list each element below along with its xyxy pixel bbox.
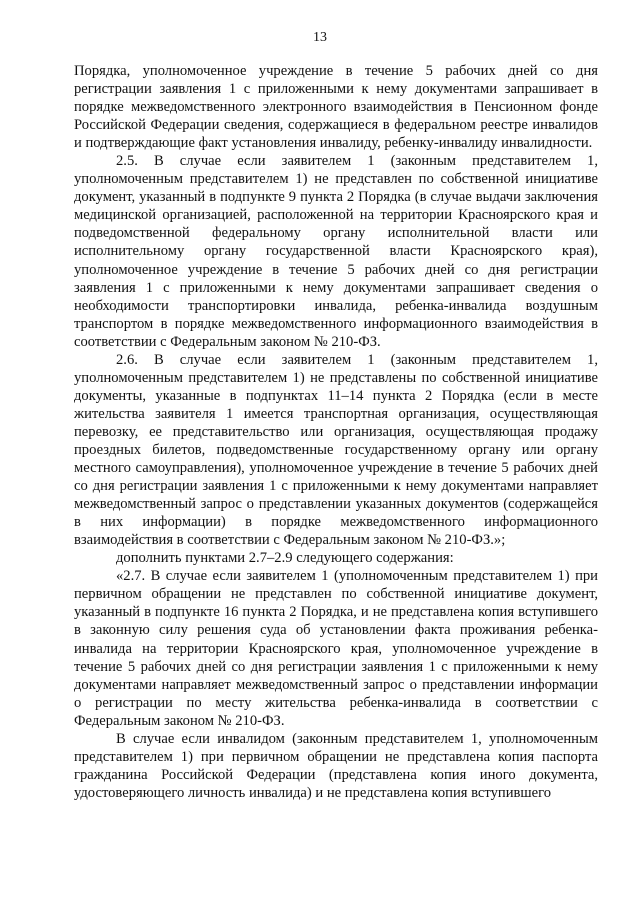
paragraph-2-7: «2.7. В случае если заявителем 1 (уполномоченным представителем 1) при первичном обращении не представлен по собственной инициативе документ, указанный в подпункте 16 пункта 2 Порядка, и не представлена копия вступившего в законную силу решения суда об установлении факта проживания ребенка-инвалида на территории Красноярского края, уполномоченное учреждение в течение 5 рабочих дней со дня регистрации заявления 1 с приложенными к нему документами направляет межведомственный запрос о представлении информации о регистрации по месту жительства ребенка-инвалида в соответствии с Федеральным законом № 210-ФЗ. [74, 568, 598, 729]
paragraph-amendment-intro: дополнить пунктами 2.7–2.9 следующего содержания: [116, 550, 454, 567]
paragraph-continuation: Порядка, уполномоченное учреждение в течение 5 рабочих дней со дня регистрации заявления 1 с приложенными к нему документами запрашивает в порядке межведомственного электронного взаимодействия в Пенсионном фонде Российской Федерации сведения, содержащиеся в федеральном реестре инвалидов и подтверждающие факт установления инвалиду, ребенку-инвалиду инвалидности. [74, 63, 598, 152]
paragraph-2-6: 2.6. В случае если заявителем 1 (законным представителем 1, уполномоченным представителем 1) не представлены по собственной инициативе документы, указанные в подпунктах 11–14 пункта 2 Порядка (если в месте жительства заявителя 1 имеется транспортная организация, осуществляющая перевозку, ее представительство или организация, осуществляющая продажу проездных билетов, подведомственные государственному органу или органу местного самоуправления), уполномоченное учреждение в течение 5 рабочих дней со дня регистрации заявления 1 с приложенными к нему документами направляет межведомственный запрос о представлении указанных документов (содержащейся в них информации) в порядке межведомственного информационного взаимодействия в соответствии с Федеральным законом № 210-ФЗ.»; [74, 351, 598, 549]
paragraph-2-7-continued: В случае если инвалидом (законным представителем 1, уполномоченным представителем 1) при первичном обращении не представлена копия паспорта гражданина Российской Федерации (представлена копия иного документа, удостоверяющего личность инвалида) и не представлена копия вступившего [74, 730, 598, 801]
paragraph-2-5: 2.5. В случае если заявителем 1 (законным представителем 1, уполномоченным представителем 1) не представлен по собственной инициативе документ, указанный в подпункте 9 пункта 2 Порядка (в случае выдачи заключения медицинской организацией, расположенной на территории Красноярского края и подведомственной федеральному органу исполнительной власти или исполнительному органу государственной власти Красноярского края), уполномоченное учреждение в течение 5 рабочих дней со дня регистрации заявления 1 с приложенными к нему документами запрашивает сведения о необходимости транспортировки инвалида, ребенка-инвалида воздушным транспортом в порядке межведомственного информационного взаимодействия в соответствии с Федеральным законом № 210-ФЗ. [74, 153, 598, 350]
document-body [74, 62, 598, 802]
page-number: 13 [313, 30, 327, 45]
